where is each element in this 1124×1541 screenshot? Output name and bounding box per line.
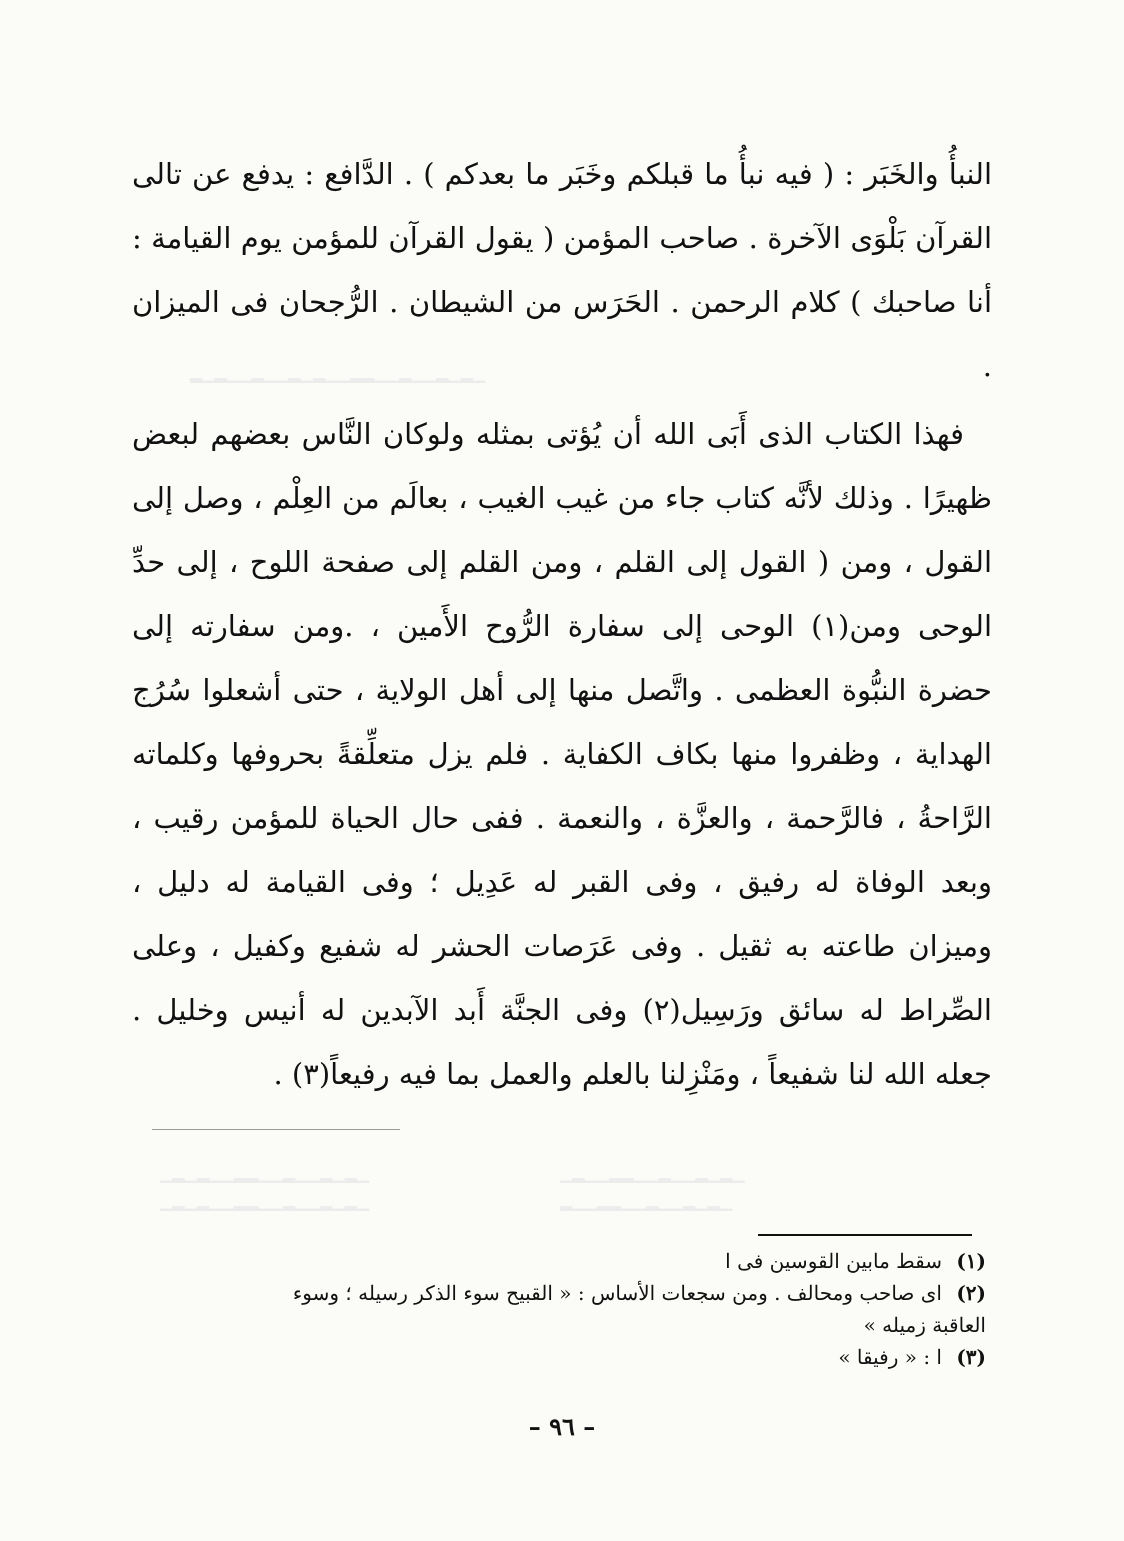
footnotes [110,1245,986,1373]
section-divider [152,1129,400,1130]
footnote-text: اى صاحب ومحالف . ومن سجعات الأساس : « القبيح سوء الذكر رسيله ؛ وسوء [292,1281,942,1305]
footnote-1 [110,1245,986,1277]
bleed-through-text: ▁▂▁▂▁▁▂▁▁▂▂▁▁▂▁▂▁ [160,1164,370,1183]
bleed-through-text: ▁▂▁▂▁▁▂▁▁▂▂▁▁▂▁ [560,1164,745,1183]
footnote-text: ا : « رفيقا » [838,1345,942,1369]
bleed-through-text: ▁▂▁▂▁▁▂▁▁▂▂▁▁▂▁▂▁ [160,1192,370,1211]
footnote-number: (٣) [956,1345,986,1369]
footnote-text: سقط مابين القوسين فى ا [725,1249,942,1273]
footnote-separator [758,1234,972,1236]
footnote-3 [110,1341,986,1373]
bleed-through-text: ▁▂▁▂▁▁▂▁▁▂▂▁▁▂▁▂▁▁▂▁▁▂▁▂ [190,364,486,383]
paragraph-2: فهذا الكتاب الذى أَبَى الله أن يُؤتى بمثله ولوكان النَّاس بعضهم لبعض ظهيرًا . وذلك لأنَّه كتاب جاء من غيب الغيب ، بعالَم من العِلْم ، وصل إلى القول ، ومن ( القول إلى القلم ، ومن القلم إلى صفحة اللوح ، إلى حدِّ الوحى ومن(١) الوحى إلى سفارة الرُّوح الأَمين ، .ومن سفارته إلى حضرة النبُّوة العظمى . واتَّصل منها إلى أهل الولاية ، حتى أشعلوا سُرُج الهداية ، وظفروا منها بكاف الكفاية . فلم يزل متعلِّقةً بحروفها وكلماته الرَّاحةُ ، فالرَّحمة ، والعزَّة ، والنعمة . ففى حال الحياة للمؤمن رقيب ، وبعد الوفاة له رفيق ، وفى القبر له عَدِيل ؛ وفى القيامة له دليل ، وميزان طاعته به ثقيل . وفى عَرَصات الحشر له شفيع وكفيل ، وعلى الصِّراط له سائق ورَسِيل(٢) وفى الجنَّة أَبد الآبدين له أنيس وخليل . جعله الله لنا شفيعاً ، ومَنْزِلنا بالعلم والعمل بما فيه رفيعاً(٣) . [132,417,993,1091]
footnote-2 [110,1277,986,1309]
footnote-2-continuation [110,1309,986,1341]
footnote-number: (١) [956,1249,986,1273]
bleed-through-text: ▁▂▁▂▁▁▂▁▁▂▂▁▁▂ [560,1192,733,1211]
footnote-number: (٢) [956,1281,986,1305]
page-number: – ٩٦ – [528,1412,596,1441]
paragraph-1: النبأُ والخَبَر : ( فيه نبأُ ما قبلكم وخَبَر ما بعدكم ) . الدَّافع : يدفع عن تالى القرآن بَلْوَى الآخرة . صاحب المؤمن ( يقول القرآن للمؤمن يوم القيامة : أنا صاحبك ) كلام الرحمن . الحَرَس من الشيطان . الرُّجحان فى الميزان . [132,157,992,383]
footnote-text: العاقبة زميله » [863,1313,986,1337]
